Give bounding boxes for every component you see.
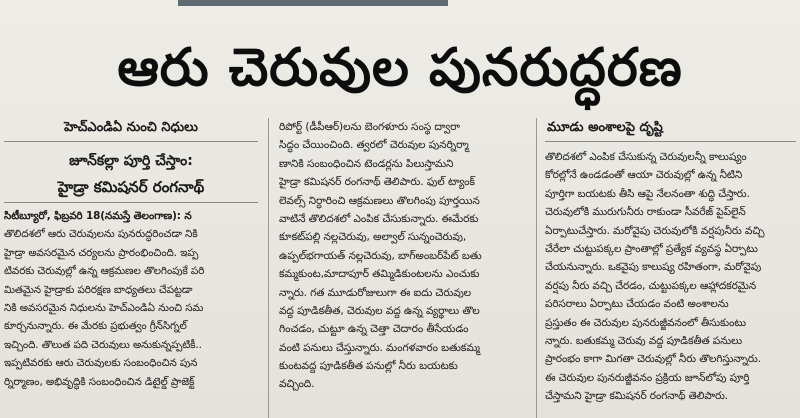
- body-line: ఇప్పటివరకు ఆరు చెరువులకు సంబంధించిన పున: [4, 357, 198, 370]
- body-line: గించడం, చుట్టూ ఉన్న చెత్తా చెదారం తీసేయడం: [279, 323, 469, 336]
- body-line: న్నారు. బతుకమ్మ చెరువు వద్ద పూడికతీత పనులు: [545, 334, 742, 347]
- body-line: సిటీబ్యూరో, ఫిబ్రవరి 18(నమస్తే తెలంగాణ): న: [4, 210, 192, 222]
- body-line: టివరకు చెరువుల్లో ఉన్న ఆక్రమణల తొలగింపుకే పరి: [4, 265, 205, 278]
- subhead-commissioner: హైడ్రా కమిషనర్ రంగనాథ్: [4, 174, 258, 203]
- body-line: ఈ చెరువుల పునరుజ్జీవనం ప్రక్రియ జూన్‌లోపు పూర్తి: [545, 371, 750, 384]
- body-line: వంటి పనులు చేస్తున్నారు. మంగళవారం బతుకమ్మ: [279, 341, 480, 354]
- body-line: పూర్తిగా బయటకు తీసి ఆపై నేలనంతా శుద్ధి చేస్తారు.: [545, 187, 750, 200]
- body-line: వర్షపు నీరు వచ్చి చేరడం, చుట్టుపక్కల ఆహ్లాదకరమైన: [545, 279, 756, 292]
- body-line: హైడ్రా అవసరమైన చర్యలను ప్రారంభించింది. ఇప్ప: [4, 246, 199, 259]
- body-line: చెరువులోకి మురుగునీరు రాకుండా సీవరేజ్ పైప్‌లైన్: [545, 206, 746, 219]
- body-line: వచ్చింది.: [279, 378, 315, 391]
- body-line: వాటినే తొలిదశలో ఎంపిక చేసుకున్నారు. ఈమేరకు: [279, 212, 479, 225]
- body-line: ఇచ్చింది. తొలుత పది చెరువులు అనుకున్నప్పటికీ..: [4, 338, 202, 351]
- body-line: ప్రస్తుతం ఈ చెరువుల పునరుజ్జీవనంలో తీసుకుంటు: [545, 316, 746, 329]
- body-line: తొలిదశలో ఎంపిక చేసుకున్న చెరువులన్నీ కాలుష్యం: [545, 151, 747, 163]
- headline: ఆరు చెరువుల పునరుద్ధరణ: [117, 38, 683, 98]
- kicker-funds: హెచ్ఎండిఏ నుంచి నిధులు: [4, 118, 258, 142]
- body-line: ఉప్పల్‌భగాయత్ నల్లచెరువు, బాగ్‌అంబర్‌పేట్ బతు: [279, 249, 482, 262]
- column-3: [536, 118, 800, 418]
- body-line: కూర్చనున్నారు. ఈ మేరకు ప్రభుత్వం గ్రీన్‌సిగ్నల్: [4, 320, 187, 333]
- body-line: చేయనున్నారు. ఒకవైపు కాలుష్య రహితంగా, మరోవైపు: [545, 261, 762, 274]
- body-line: లెవల్స్ నిర్ధారించి ఆక్రమణలు తొలగింపు పూర్తయిన: [279, 194, 480, 207]
- body-line: హైడ్రా కమిషనర్ రంగనాథ్ తెలిపారు. ఫుల్ ట్యాంక్: [279, 176, 475, 189]
- body-line: ఏర్పాటుచేస్తారు. మరోవైపు చెరువులోకి వర్షపునీరు వచ్చి: [545, 224, 765, 237]
- column-1: [0, 118, 264, 418]
- body-line: కోరల్లోనే ఉండడంతో ఆయా చెరువుల్లో ఉన్న నీటిని: [545, 169, 743, 182]
- body-line: వద్ద పూడికతీత, చెరువుల వద్ద ఉన్న వ్యర్థాలు తొల: [279, 304, 480, 317]
- subhead-june: జూన్‌కల్లా పూర్తి చేస్తాం:: [69, 153, 193, 169]
- top-rule: [178, 0, 448, 6]
- body-line: కుంటవద్ద పూడికతీత పనుల్లో నీరు బయటకు: [279, 360, 458, 373]
- body-line: చేరేలా చుట్టుపక్కల ప్రాంతాల్లో ప్రత్యేక వ్యవస్థ ఏర్పాటు: [545, 242, 758, 255]
- body-line: మితమైన హైడ్రాకు పరిరక్షణ బాధ్యతలు చేపట్టడా: [4, 283, 193, 296]
- column-2: [268, 118, 532, 418]
- kicker-focus: మూడు అంశాలపై దృష్టి: [545, 118, 796, 142]
- body-line: న్నారు. గత మూడురోజులుగా ఈ ఐదు చెరువుల: [279, 286, 472, 299]
- body-line: కూకట్‌పల్లి నల్లచెరువు, అల్వాల్ సున్నంచెరువు,: [279, 231, 467, 244]
- body-line: నికి అవసరమైన నిధులను హెచ్ఎండిఏ నుంచి సమ: [4, 301, 204, 314]
- body-line: చేస్తామని హైడ్రా కమిషనర్ రంగనాథ్ తెలిపారు.: [545, 390, 729, 403]
- body-line: సిద్ధం చేయించింది. త్వరలో చెరువుల పునర్నిర్మా: [279, 139, 469, 152]
- body-line: రిపోర్ట్ (డీపీఆర్)లను బెంగళూరు సంస్థ ద్వారా: [279, 121, 460, 133]
- body-line: ణానికి సంబంధించిన టెండర్లను పిలుస్తామని: [279, 157, 454, 170]
- body-line: పరిసరాలు ఏర్పాటు చేయడం వంటి అంశాలను: [545, 298, 729, 311]
- body-line: ర్నిర్మాణం, అభివృద్ధికి సంబంధించిన డిటైల్డ్ ప్రాజెక్ట్: [4, 375, 195, 388]
- body-line: ప్రారంభం కాగా మిగతా చెరువుల్లో నీరు తొలగిస్తున్నారు.: [545, 353, 761, 366]
- body-line: తొలిదశలో ఆరు చెరువులను పునరుద్ధరించడా నికి: [4, 228, 198, 241]
- body-line: కమ్మకుంట,మాదాపూర్ తమ్మిడికుంటలను ఎంచుకు: [279, 268, 480, 281]
